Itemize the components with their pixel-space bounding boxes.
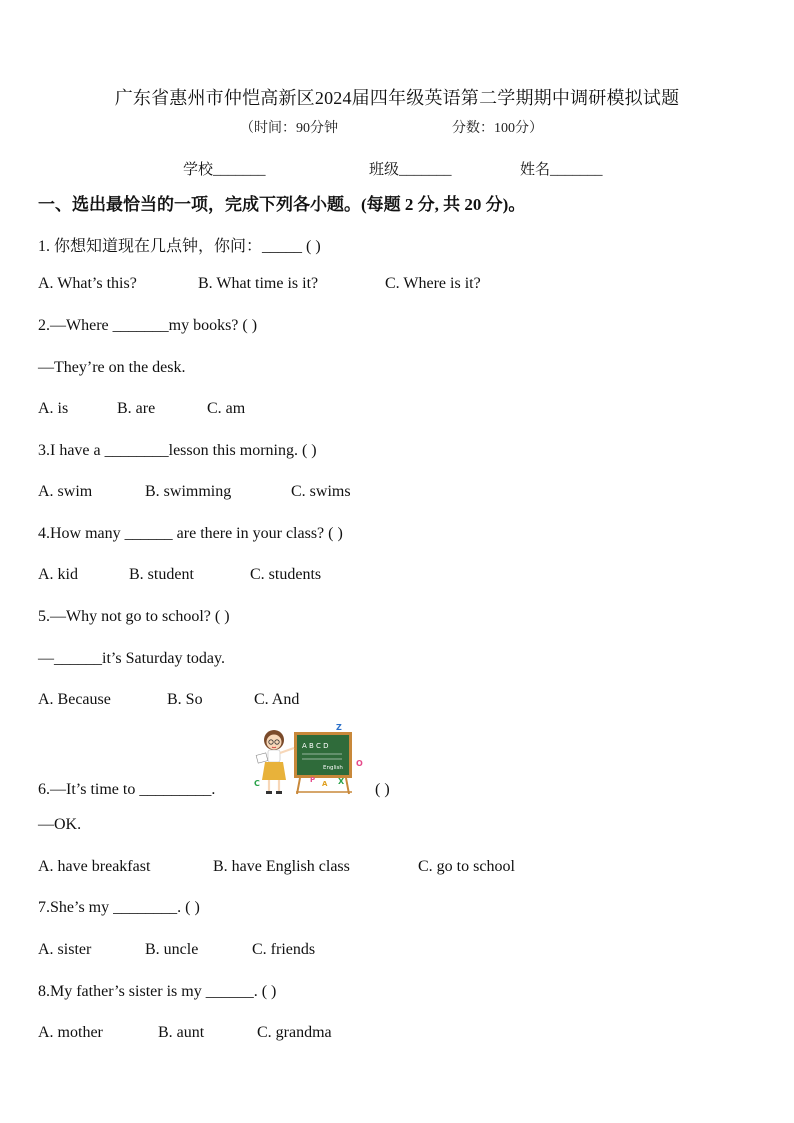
- option-b[interactable]: B. have English class: [213, 858, 350, 875]
- page-title: 广东省惠州市仲恺高新区2024届四年级英语第二学期期中调研模拟试题: [114, 88, 680, 108]
- option-a[interactable]: A. What’s this?: [38, 275, 137, 292]
- section-heading: 一、选出最恰当的一项，完成下列各小题。(每题 2 分, 共 20 分)。: [38, 195, 526, 214]
- svg-text:A: A: [322, 780, 328, 788]
- teacher-at-board-icon: [252, 722, 364, 800]
- option-b[interactable]: B. student: [129, 566, 194, 583]
- exam-time: （时间：90分钟: [240, 121, 338, 136]
- class-field: 班级_______: [369, 162, 452, 178]
- question-3: 3.I have a ________lesson this morning. ( ): [38, 442, 317, 459]
- option-b[interactable]: B. uncle: [145, 941, 199, 958]
- option-c[interactable]: C. And: [254, 691, 300, 708]
- option-b[interactable]: B. So: [167, 691, 203, 708]
- option-c[interactable]: C. swims: [291, 483, 351, 500]
- option-c[interactable]: C. grandma: [257, 1024, 332, 1041]
- school-field: 学校_______: [183, 162, 266, 178]
- question-6-bracket: ( ): [375, 781, 390, 798]
- option-b[interactable]: B. aunt: [158, 1024, 205, 1041]
- option-a[interactable]: A. mother: [38, 1024, 103, 1041]
- option-b[interactable]: B. are: [117, 400, 156, 417]
- board-word: English: [323, 765, 343, 771]
- question-2: 2.—Where _______my books? ( ): [38, 317, 258, 334]
- question-6-answer: —OK.: [38, 816, 82, 833]
- option-c[interactable]: C. go to school: [418, 858, 515, 875]
- svg-text:O: O: [356, 759, 363, 768]
- option-c[interactable]: C. students: [250, 566, 322, 583]
- option-a[interactable]: A. sister: [38, 941, 92, 958]
- option-a[interactable]: A. have breakfast: [38, 858, 151, 875]
- exam-score: 分数：100分）: [452, 121, 543, 136]
- question-5-answer: —______it’s Saturday today.: [38, 650, 225, 667]
- svg-text:C: C: [254, 779, 260, 788]
- question-5: 5.—Why not go to school? ( ): [38, 608, 230, 625]
- option-b[interactable]: B. swimming: [145, 483, 232, 500]
- option-c[interactable]: C. am: [207, 400, 246, 417]
- question-6: 6.—It’s time to _________.: [38, 781, 216, 798]
- option-c[interactable]: C. friends: [252, 941, 316, 958]
- name-field: 姓名_______: [520, 162, 603, 178]
- question-2-answer: —They’re on the desk.: [38, 359, 186, 376]
- question-7: 7.She’s my ________. ( ): [38, 899, 200, 916]
- option-a[interactable]: A. is: [38, 400, 69, 417]
- svg-text:X: X: [338, 777, 345, 786]
- question-8: 8.My father’s sister is my ______. ( ): [38, 983, 277, 1000]
- question-4: 4.How many ______ are there in your class? ( ): [38, 525, 343, 542]
- teacher-illustration: [252, 722, 364, 800]
- svg-text:Z: Z: [336, 723, 342, 732]
- board-letters: A B C D: [302, 742, 329, 750]
- option-a[interactable]: A. Because: [38, 691, 111, 708]
- option-a[interactable]: A. swim: [38, 483, 93, 500]
- svg-text:P: P: [310, 776, 316, 784]
- question-1: 1. 你想知道现在几点钟，你问：_____ ( ): [38, 238, 321, 255]
- option-c[interactable]: C. Where is it?: [385, 275, 481, 292]
- option-a[interactable]: A. kid: [38, 566, 78, 583]
- option-b[interactable]: B. What time is it?: [198, 275, 319, 292]
